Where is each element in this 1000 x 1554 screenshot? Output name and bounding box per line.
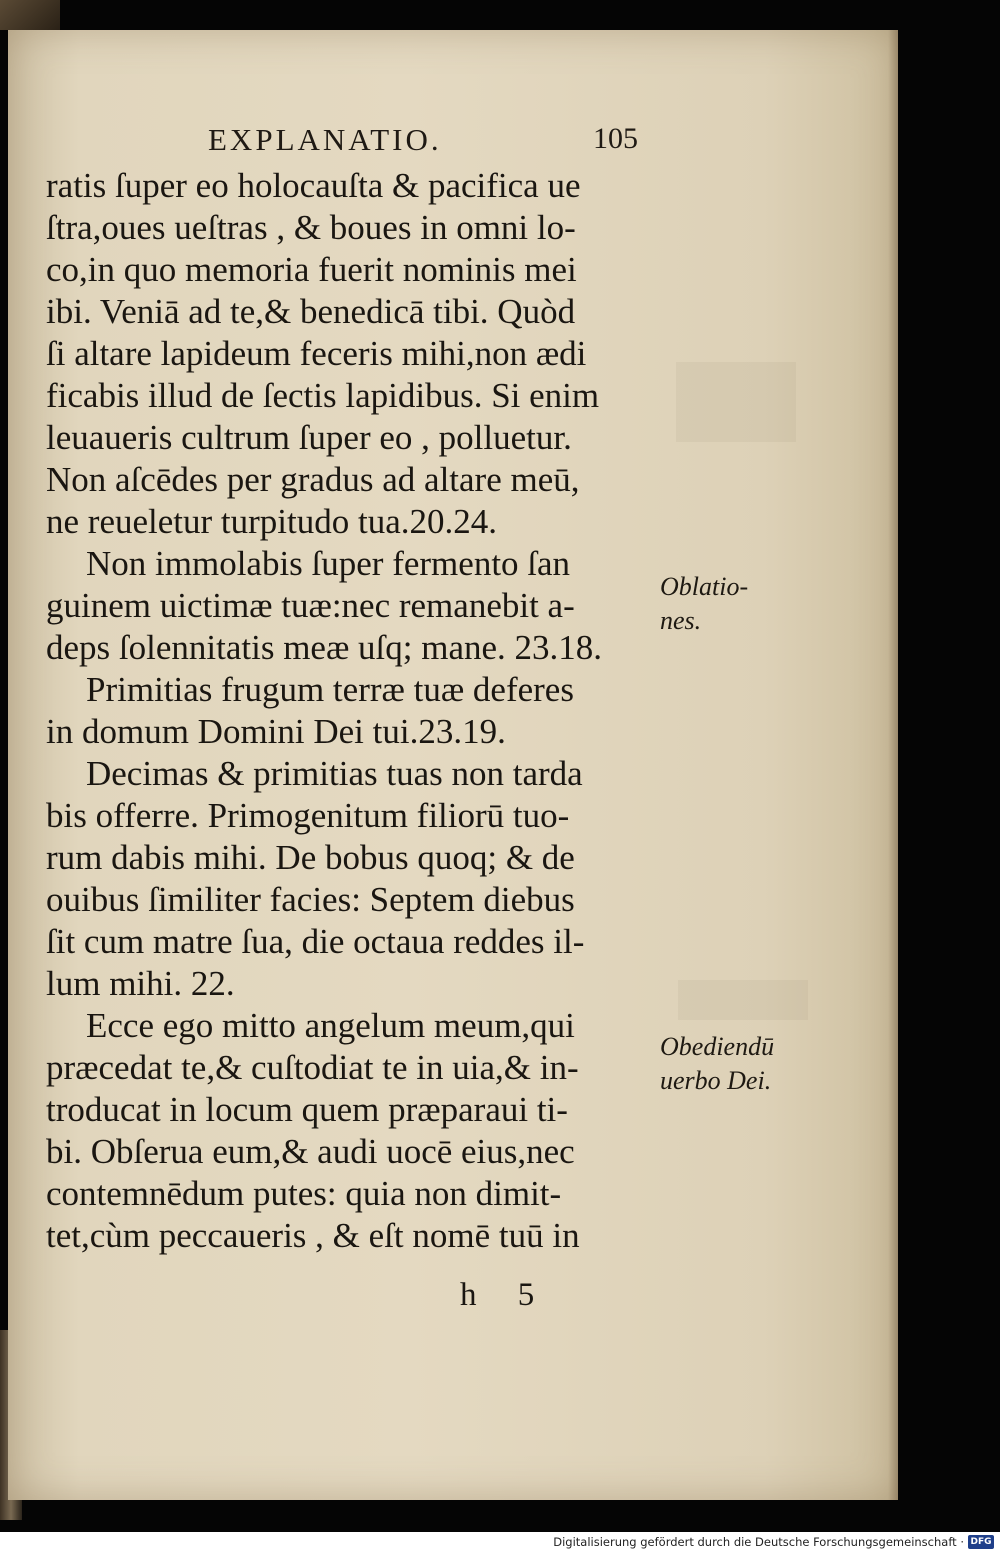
text-line: ne reueletur turpitudo tua.20.24. — [46, 502, 497, 541]
margin-note-oblationes — [660, 570, 748, 638]
signature-mark: h 5 — [460, 1277, 535, 1313]
text-line: rum dabis mihi. De bobus quoq; & de — [46, 838, 575, 877]
show-through-stain — [676, 362, 796, 442]
body-text-block — [46, 165, 651, 1257]
book-page — [8, 30, 898, 1500]
text-line: bis offerre. Primogenitum filiorū tuo- — [46, 796, 570, 835]
margin-note-line: Oblatio- — [660, 572, 749, 601]
text-line: Non immolabis ſuper fermento ſan — [86, 544, 571, 583]
text-line: ſit cum matre ſua, die octaua reddes il- — [46, 922, 585, 961]
text-line: ficabis illud de ſectis lapidibus. Si enim — [46, 376, 600, 415]
folio-number: 105 — [593, 122, 638, 155]
text-line: Primitias frugum terræ tuæ deferes — [86, 670, 574, 709]
text-line: ratis ſuper eo holocauſta & pacifica ue — [46, 166, 581, 205]
text-line: deps ſolennitatis meæ uſq; mane. 23.18. — [46, 628, 603, 667]
text-line: ſi altare lapideum feceris mihi,non ædi — [46, 334, 587, 373]
dfg-logo-icon: DFG — [968, 1535, 994, 1549]
text-line: præcedat te,& cuſtodiat te in uia,& in- — [46, 1048, 579, 1087]
text-line: Non aſcēdes per gradus ad altare meū, — [46, 460, 580, 499]
text-line: guinem uictimæ tuæ:nec remanebit a- — [46, 586, 575, 625]
text-line: in domum Domini Dei tui.23.19. — [46, 712, 506, 751]
text-line: troducat in locum quem præparaui ti- — [46, 1090, 568, 1129]
text-line: ouibus ſimiliter facies: Septem diebus — [46, 880, 575, 919]
text-line: co,in quo memoria fuerit nominis mei — [46, 250, 577, 289]
show-through-stain — [678, 980, 808, 1020]
text-line: contemnēdum putes: quia non dimit- — [46, 1174, 562, 1213]
footer-credit-text: Digitalisierung gefördert durch die Deutsche Forschungsgemeinschaft · — [553, 1535, 964, 1549]
margin-note-line: uerbo Dei. — [660, 1066, 772, 1095]
margin-note-line: Obediendū — [660, 1032, 775, 1061]
margin-note-line: nes. — [660, 606, 702, 635]
text-line: lum mihi. 22. — [46, 964, 235, 1003]
text-line: bi. Obſerua eum,& audi uocē eius,nec — [46, 1132, 575, 1171]
footer-credit-strip — [0, 1532, 1000, 1554]
text-line: Decimas & primitias tuas non tarda — [86, 754, 583, 793]
running-head: EXPLANATIO. — [208, 122, 442, 157]
text-line: ibi. Veniā ad te,& benedicā tibi. Quòd — [46, 292, 576, 331]
text-line: leuaueris cultrum ſuper eo , polluetur. — [46, 418, 572, 457]
text-line: Ecce ego mitto angelum meum,qui — [86, 1006, 575, 1045]
page-edge-shadow — [888, 30, 898, 1500]
text-line: ſtra,oues ueſtras , & boues in omni lo- — [46, 208, 576, 247]
book-cover-corner — [0, 0, 60, 30]
text-line: tet,cùm peccaueris , & eſt nomē tuū in — [46, 1216, 580, 1255]
margin-note-obediendum — [660, 1030, 774, 1098]
